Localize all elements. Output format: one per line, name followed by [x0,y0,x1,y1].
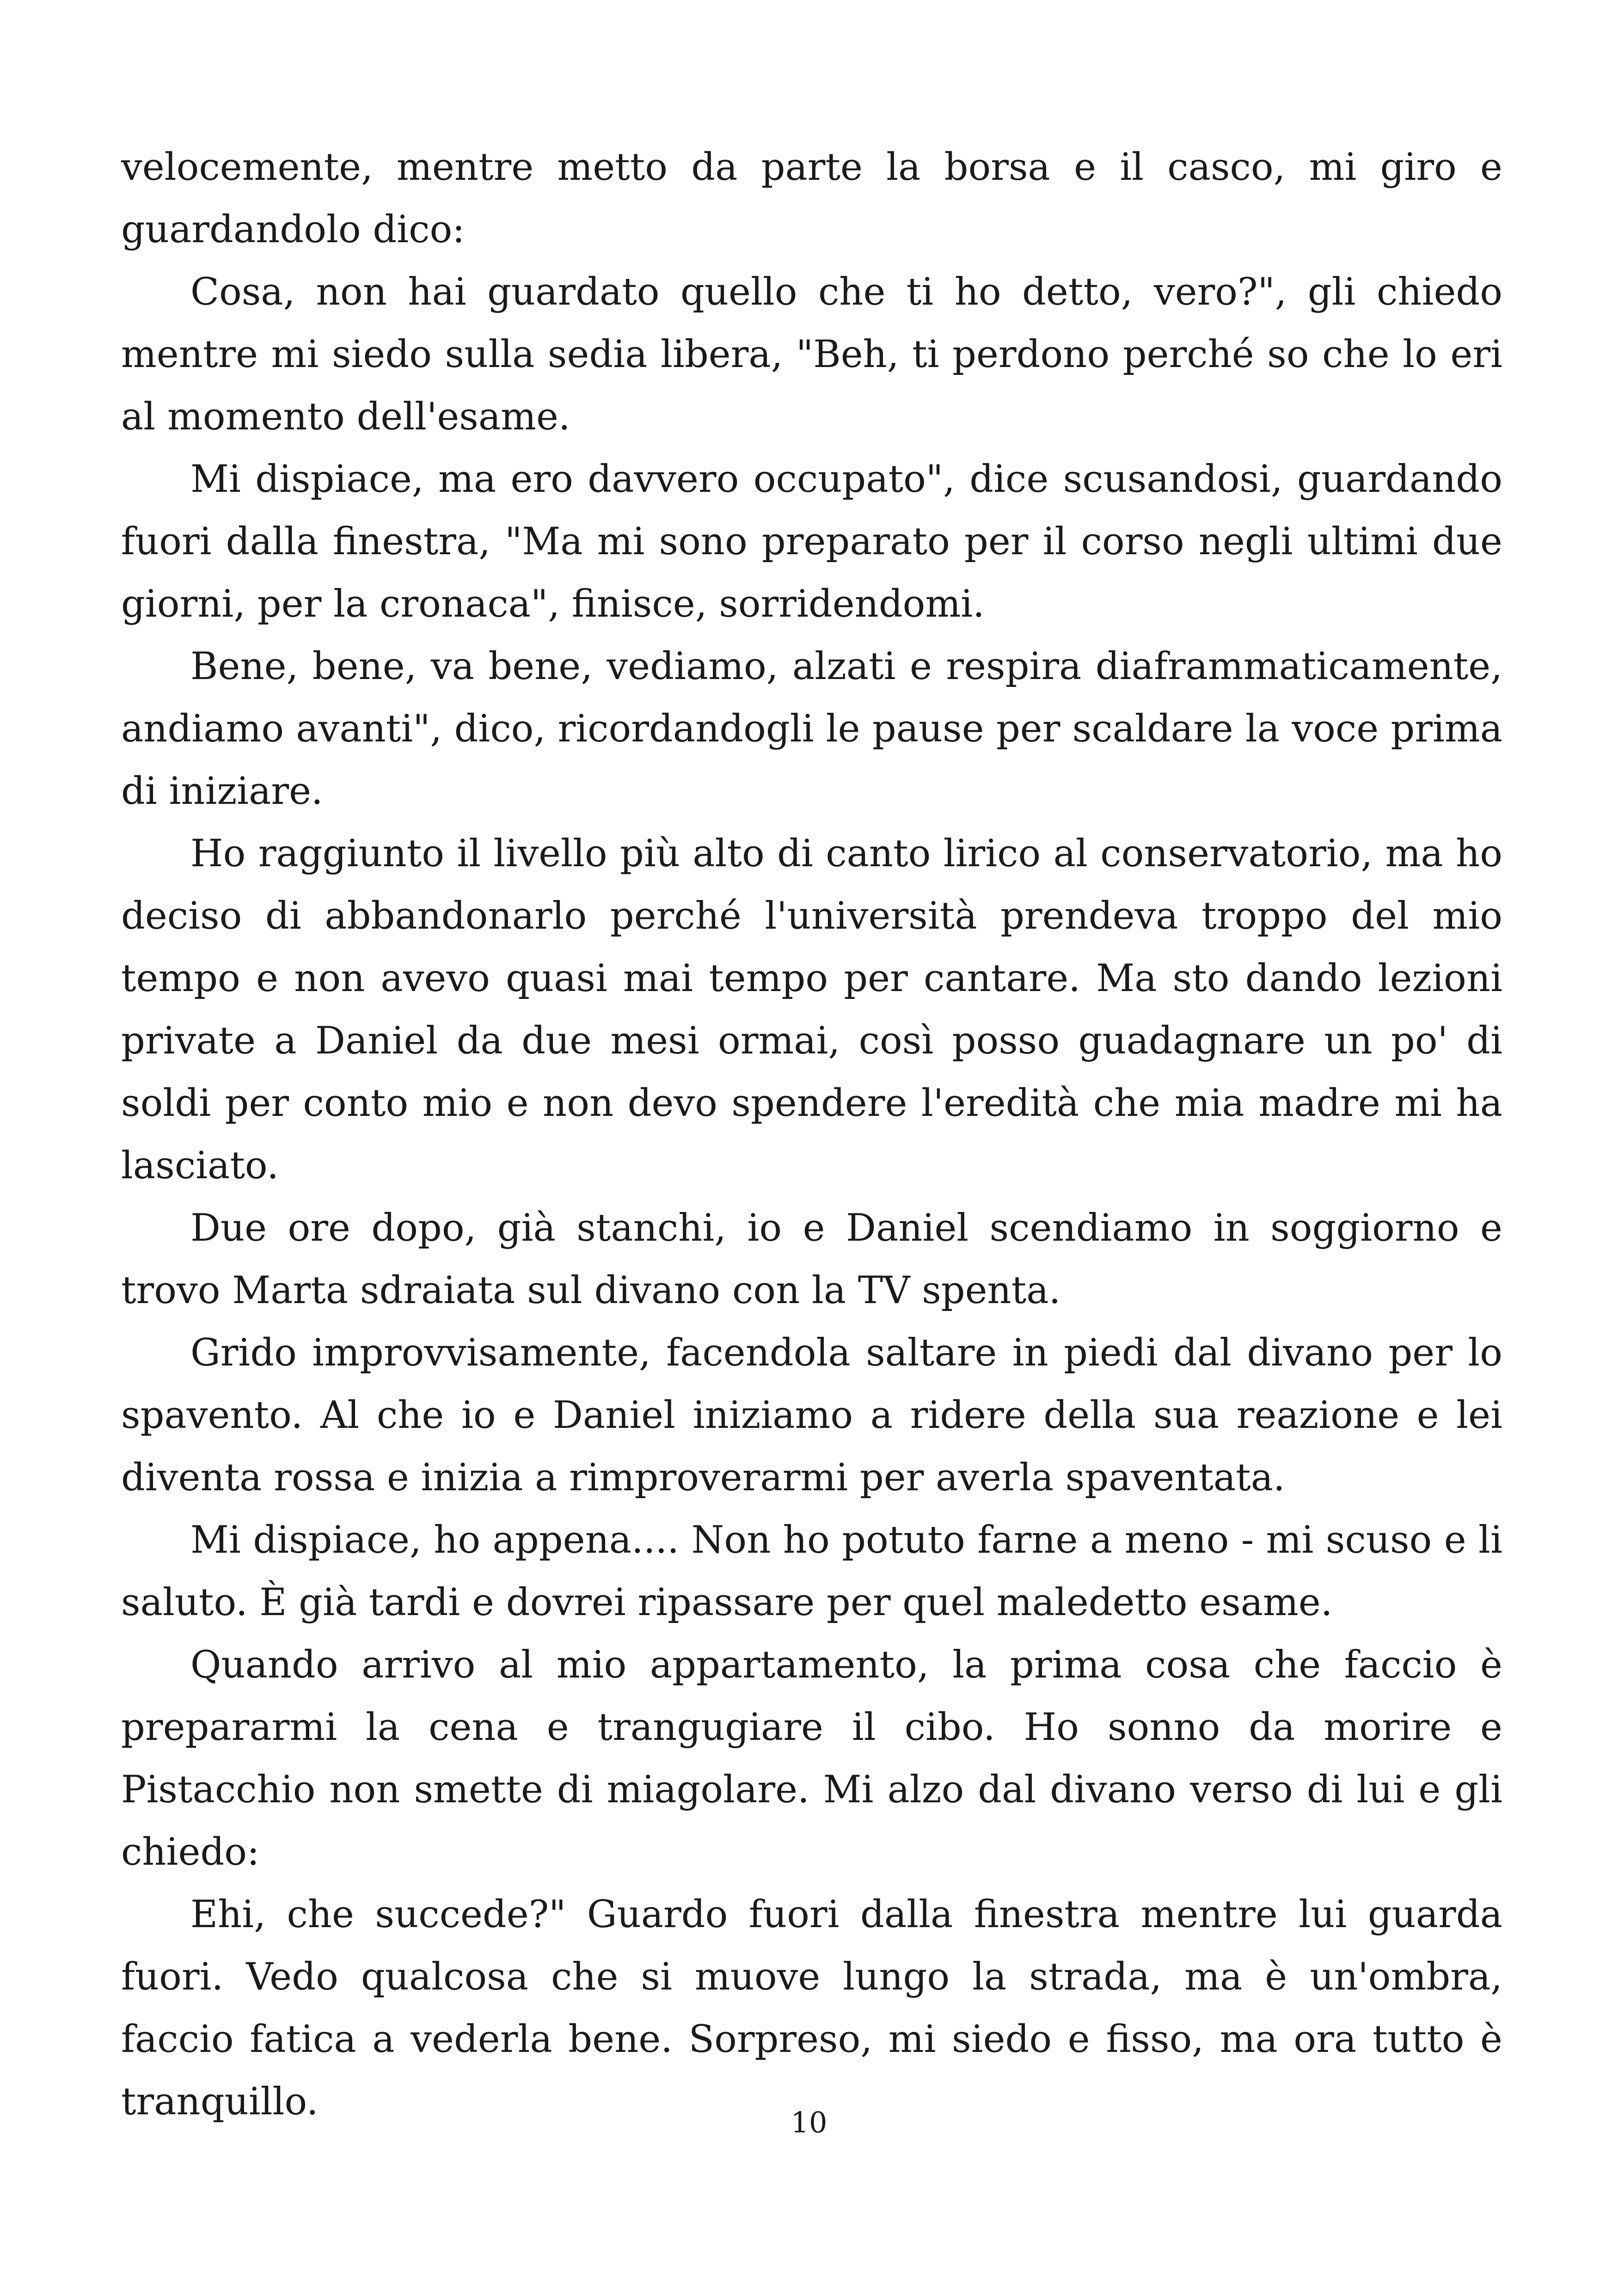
paragraph: Ehi, che succede?" Guardo fuori dalla finestra mentre lui guarda fuori. Vedo qualcosa che si muove lungo la strada, ma è un'ombra, faccio fatica a vederla bene. Sorpreso, mi siedo e fisso, ma ora tutto è tranquillo. [121,1893,1502,2124]
paragraph: Cosa, non hai guardato quello che ti ho detto, vero?", gli chiedo mentre mi siedo sulla sedia libera, "Beh, ti perdono perché so che lo eri al momento dell'esame. [121,270,1502,439]
paragraph: Due ore dopo, già stanchi, io e Daniel scendiamo in soggiorno e trovo Marta sdraiata sul divano con la TV spenta. [121,1206,1502,1312]
paragraph: Mi dispiace, ma ero davvero occupato", dice scusandosi, guardando fuori dalla finestra, "Ma mi sono preparato per il corso negli ultimi due giorni, per la cronaca", finisce, sorridendomi. [121,458,1502,626]
paragraph: Bene, bene, va bene, vediamo, alzati e respira diaframmaticamente, andiamo avanti", dico, ricordandogli le pause per scaldare la voce prima di iniziare. [121,645,1502,813]
paragraph-continuation: velocemente, mentre metto da parte la borsa e il casco, mi giro e guardandolo dico: [121,146,1502,251]
paragraph: Quando arrivo al mio appartamento, la prima cosa che faccio è prepararmi la cena e trangugiare il cibo. Ho sonno da morire e Pistacchio non smette di miagolare. Mi alzo dal divano verso di lui e gli chiedo: [121,1643,1502,1874]
body-text [121,136,1502,2133]
paragraph: Grido improvvisamente, facendola saltare in piedi dal divano per lo spavento. Al che io e Daniel iniziamo a ridere della sua reazione e lei diventa rossa e inizia a rimproverarmi per averla spaventata. [121,1331,1502,1500]
paragraph: Mi dispiace, ho appena.... Non ho potuto farne a meno - mi scuso e li saluto. È già tardi e dovrei ripassare per quel maledetto esame. [121,1518,1502,1624]
page-number: 10 [791,2106,827,2139]
paragraph: Ho raggiunto il livello più alto di canto lirico al conservatorio, ma ho deciso di abbandonarlo perché l'università prendeva troppo del mio tempo e non avevo quasi mai tempo per cantare. Ma sto dando lezioni private a Daniel da due mesi ormai, così posso guadagnare un po' di soldi per conto mio e non devo spendere l'eredità che mia madre mi ha lasciato. [121,832,1502,1188]
